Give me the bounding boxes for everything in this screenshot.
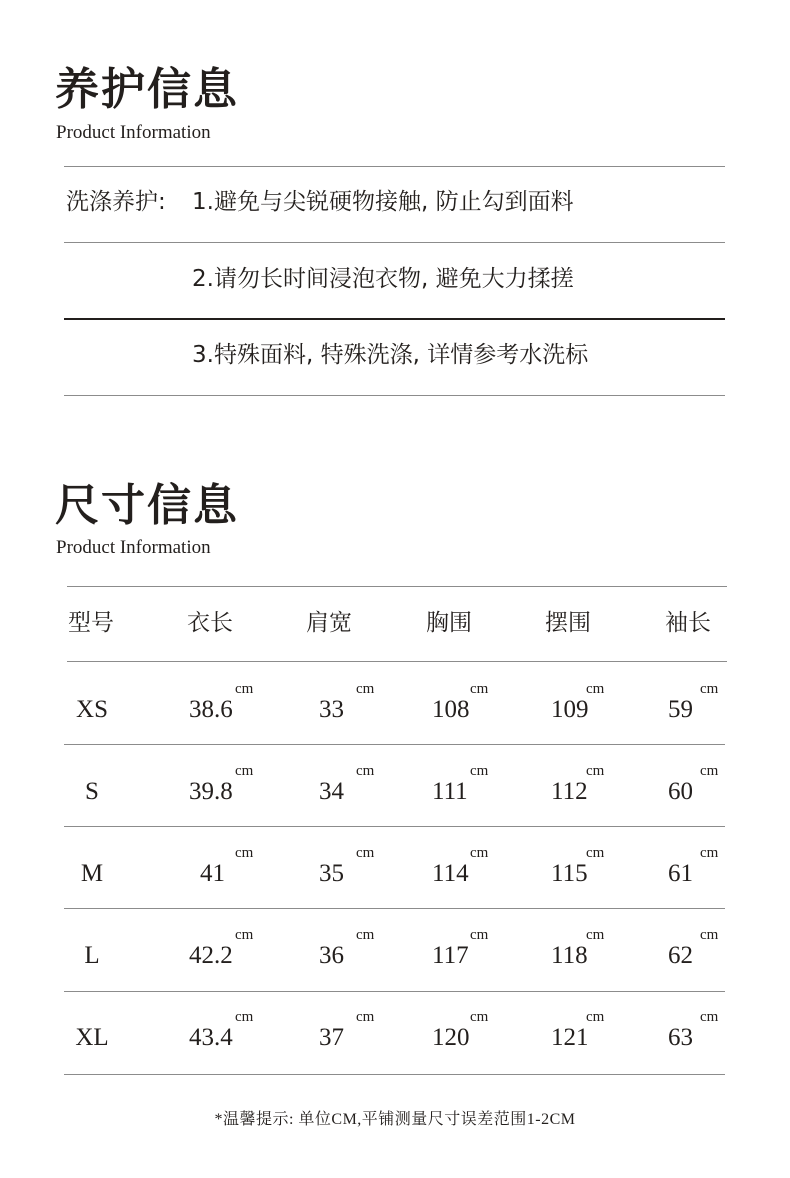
unit-label: cm — [235, 845, 254, 861]
hem-value: 109 — [551, 696, 589, 723]
header-model: 型号 — [68, 610, 114, 636]
row-divider — [64, 826, 725, 827]
table-bottom-border — [64, 1074, 725, 1075]
length-value: 39.8 — [189, 778, 233, 805]
shoulder-value: 36 — [319, 942, 344, 969]
divider — [64, 166, 725, 167]
header-sleeve: 袖长 — [665, 610, 711, 636]
length-value: 43.4 — [189, 1024, 233, 1051]
size-label: XL — [75, 1024, 109, 1051]
chest-value: 108 — [432, 696, 470, 723]
header-length: 衣长 — [187, 610, 233, 636]
shoulder-value: 37 — [319, 1024, 344, 1051]
unit-label: cm — [700, 845, 719, 861]
shoulder-value: 33 — [319, 696, 344, 723]
unit-label: cm — [586, 927, 605, 943]
unit-label: cm — [356, 681, 375, 697]
unit-label: cm — [235, 681, 254, 697]
shoulder-value: 34 — [319, 778, 344, 805]
header-shoulder: 肩宽 — [306, 610, 352, 636]
size-label: S — [85, 778, 99, 805]
length-value: 42.2 — [189, 942, 233, 969]
unit-label: cm — [356, 927, 375, 943]
divider — [64, 395, 725, 396]
size-subtitle: Product Information — [56, 537, 211, 558]
care-subtitle: Product Information — [56, 122, 211, 143]
unit-label: cm — [470, 1009, 489, 1025]
unit-label: cm — [700, 681, 719, 697]
unit-label: cm — [235, 763, 254, 779]
size-label: L — [84, 942, 100, 969]
unit-label: cm — [356, 763, 375, 779]
hem-value: 112 — [551, 778, 588, 805]
row-divider — [64, 908, 725, 909]
sleeve-value: 59 — [668, 696, 693, 723]
care-item-1: 1.避免与尖锐硬物接触, 防止勾到面料 — [192, 189, 574, 215]
unit-label: cm — [700, 1009, 719, 1025]
table-top-border — [67, 586, 727, 587]
size-label: XS — [76, 696, 108, 723]
unit-label: cm — [470, 681, 489, 697]
unit-label: cm — [586, 1009, 605, 1025]
header-hem: 摆围 — [545, 610, 591, 636]
unit-label: cm — [356, 1009, 375, 1025]
unit-label: cm — [235, 927, 254, 943]
unit-label: cm — [586, 763, 605, 779]
unit-label: cm — [470, 845, 489, 861]
hem-value: 121 — [551, 1024, 589, 1051]
row-divider — [64, 991, 725, 992]
unit-label: cm — [356, 845, 375, 861]
chest-value: 120 — [432, 1024, 470, 1051]
sleeve-value: 62 — [668, 942, 693, 969]
divider — [64, 242, 725, 243]
hem-value: 115 — [551, 860, 588, 887]
length-value: 38.6 — [189, 696, 233, 723]
care-title: 养护信息 — [55, 65, 239, 114]
row-divider — [67, 661, 727, 662]
unit-label: cm — [470, 927, 489, 943]
sleeve-value: 61 — [668, 860, 693, 887]
chest-value: 114 — [432, 860, 469, 887]
hem-value: 118 — [551, 942, 588, 969]
length-value: 41 — [200, 860, 225, 887]
unit-label: cm — [700, 763, 719, 779]
divider — [64, 318, 725, 320]
unit-label: cm — [235, 1009, 254, 1025]
unit-label: cm — [586, 845, 605, 861]
header-chest: 胸围 — [426, 610, 472, 636]
chest-value: 111 — [432, 778, 468, 805]
size-note: *温馨提示: 单位CM,平铺测量尺寸误差范围1-2CM — [214, 1111, 576, 1128]
size-label: M — [80, 860, 104, 887]
care-label: 洗涤养护: — [66, 189, 166, 215]
shoulder-value: 35 — [319, 860, 344, 887]
unit-label: cm — [586, 681, 605, 697]
sleeve-value: 63 — [668, 1024, 693, 1051]
sleeve-value: 60 — [668, 778, 693, 805]
size-title: 尺寸信息 — [55, 481, 239, 530]
row-divider — [64, 744, 725, 745]
unit-label: cm — [470, 763, 489, 779]
chest-value: 117 — [432, 942, 469, 969]
care-item-2: 2.请勿长时间浸泡衣物, 避免大力揉搓 — [192, 266, 574, 292]
care-item-3: 3.特殊面料, 特殊洗涤, 详情参考水洗标 — [192, 342, 589, 368]
unit-label: cm — [700, 927, 719, 943]
